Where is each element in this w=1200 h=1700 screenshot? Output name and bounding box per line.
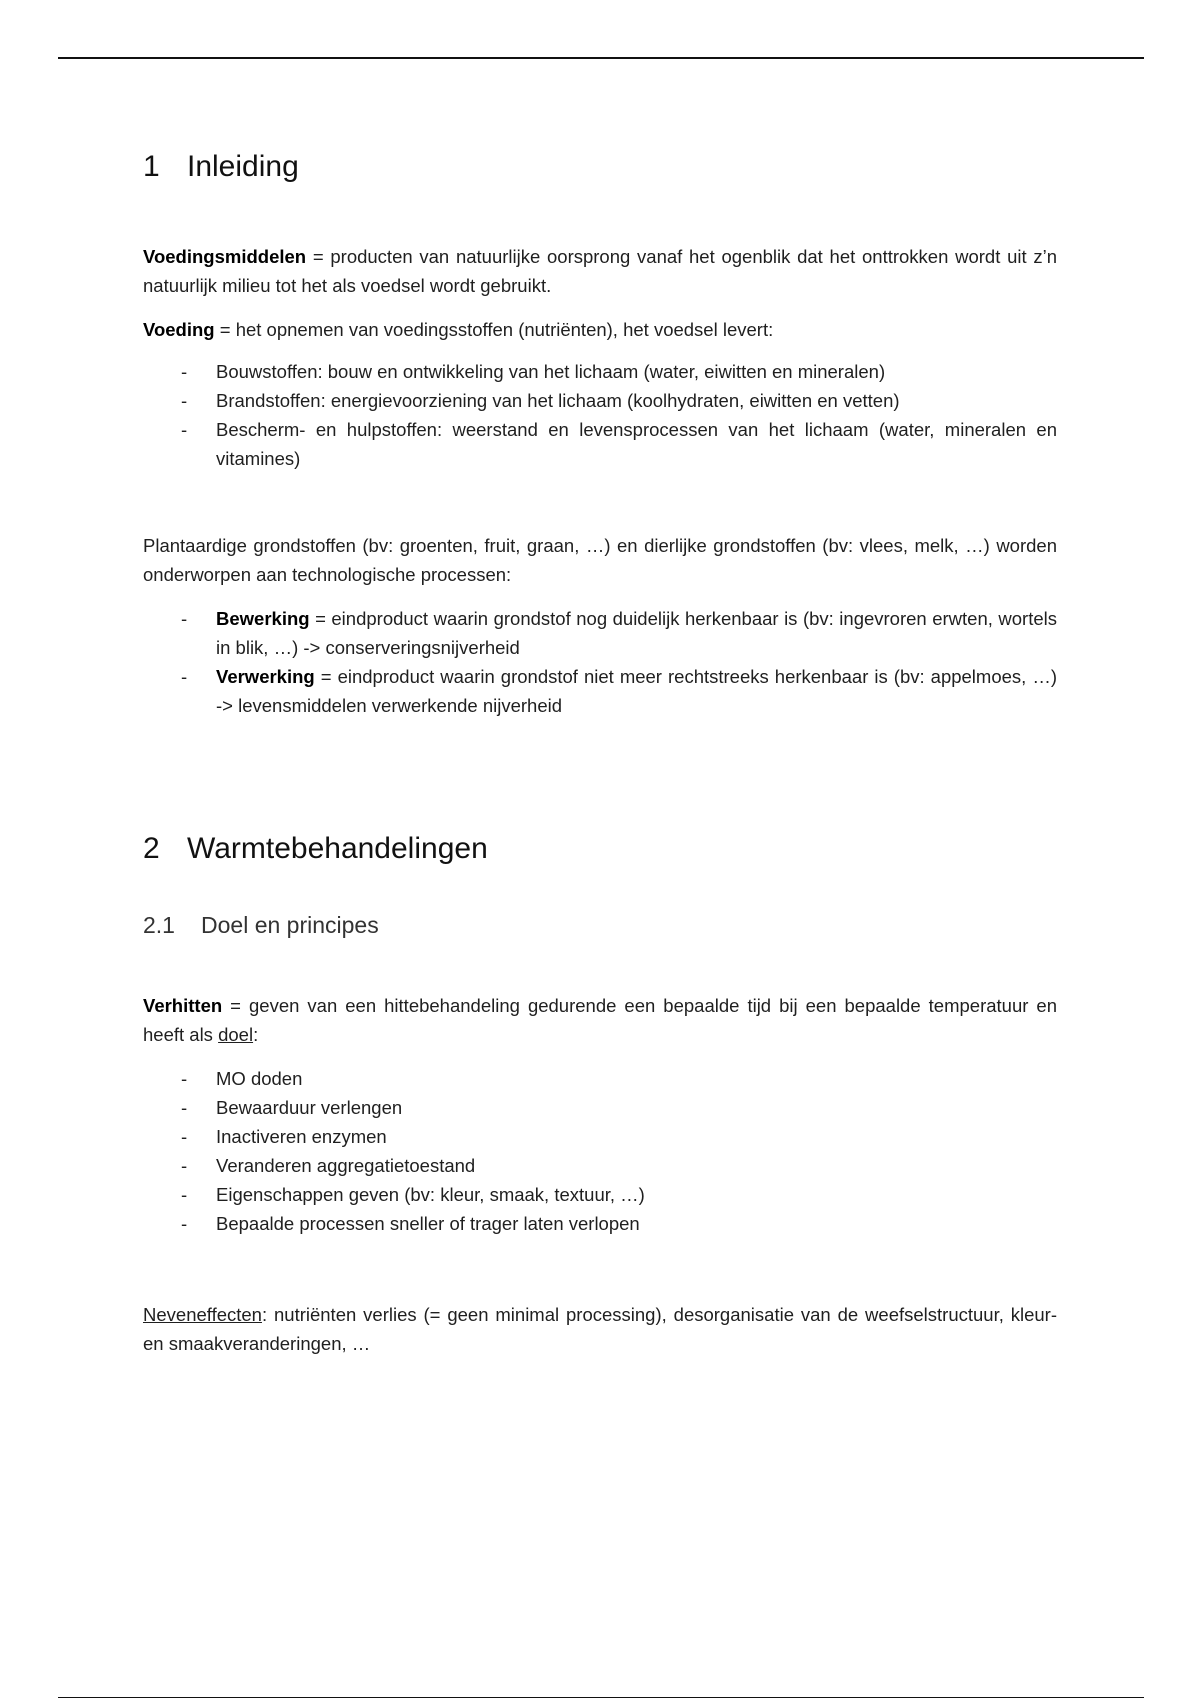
voeding-list bbox=[143, 357, 1057, 473]
definition-text: = producten van natuurlijke oorsprong vanaf het ogenblik dat het onttrokken wordt uit z’n natuurlijk milieu tot het als voedsel wordt gebruikt. bbox=[143, 246, 1057, 296]
list-item: - Inactiveren enzymen bbox=[181, 1126, 387, 1147]
term-voedingsmiddelen: Voedingsmiddelen bbox=[143, 246, 307, 267]
footer-rule bbox=[58, 1697, 1144, 1698]
list-item: - Bewaarduur verlengen bbox=[181, 1097, 403, 1118]
list-item: - Bepaalde processen sneller of trager laten verlopen bbox=[181, 1213, 640, 1234]
heading-title: Inleiding bbox=[187, 150, 299, 183]
list-item: - Eigenschappen geven (bv: kleur, smaak, textuur, …) bbox=[181, 1184, 645, 1205]
list-item: - Veranderen aggregatietoestand bbox=[181, 1155, 476, 1176]
heading-inleiding bbox=[143, 150, 1057, 184]
list-item: - Bescherm- en hulpstoffen: weerstand en levensprocessen van het lichaam (water, mineralen en vitamines) bbox=[181, 419, 1057, 469]
list-item: - MO doden bbox=[181, 1068, 303, 1089]
list-item: - Verwerking = eindproduct waarin grondstof niet meer rechtstreeks herkenbaar is (bv: appelmoes, …) -> levensmiddelen verwerkende nijverheid bbox=[181, 666, 1057, 716]
voeding-definition bbox=[143, 315, 1057, 344]
document-body bbox=[143, 150, 1057, 1358]
voedingsmiddelen-definition bbox=[143, 242, 1057, 300]
list-item: - Bouwstoffen: bouw en ontwikkeling van het lichaam (water, eiwitten en mineralen) bbox=[181, 361, 886, 382]
header-rule bbox=[58, 57, 1144, 59]
heading-number: 1 bbox=[143, 150, 160, 183]
term-bewerking: Bewerking bbox=[216, 608, 310, 629]
heading-number: 2 bbox=[143, 832, 160, 865]
subheading-title: Doel en principes bbox=[201, 912, 379, 938]
processen-list bbox=[143, 604, 1057, 720]
list-item: - Bewerking = eindproduct waarin grondstof nog duidelijk herkenbaar is (bv: ingevroren erwten, wortels in blik, …) -> conserveringsnijverheid bbox=[181, 608, 1057, 658]
list-item: - Brandstoffen: energievoorziening van het lichaam (koolhydraten, eiwitten en vetten) bbox=[181, 390, 900, 411]
heading-title: Warmtebehandelingen bbox=[187, 832, 488, 865]
term-verwerking: Verwerking bbox=[216, 666, 315, 687]
definition-text: = het opnemen van voedingsstoffen (nutriënten), het voedsel levert: bbox=[214, 319, 774, 340]
term-voeding: Voeding bbox=[143, 319, 215, 340]
verhitten-list bbox=[143, 1064, 1057, 1238]
term-verhitten: Verhitten bbox=[143, 995, 223, 1016]
neveneffecten-paragraph: Neveneffecten: nutriënten verlies (= geen minimal processing), desorganisatie van de weefselstructuur, kleur- en smaakveranderingen, … bbox=[143, 1304, 1057, 1354]
heading-warmtebehandelingen bbox=[143, 832, 1057, 866]
grondstoffen-intro: Plantaardige grondstoffen (bv: groenten, fruit, graan, …) en dierlijke grondstoffen (bv: vlees, melk, …) worden onderworpen aan technologische processen: bbox=[143, 535, 1057, 585]
verhitten-definition: Verhitten = geven van een hittebehandeling gedurende een bepaalde tijd bij een bepaalde temperatuur en heeft als doel: bbox=[143, 995, 1057, 1045]
subheading-doel-en-principes bbox=[143, 912, 1057, 939]
term-neveneffecten: Neveneffecten bbox=[143, 1304, 262, 1325]
underlined-doel: doel bbox=[218, 1024, 254, 1045]
subheading-number: 2.1 bbox=[143, 912, 175, 938]
